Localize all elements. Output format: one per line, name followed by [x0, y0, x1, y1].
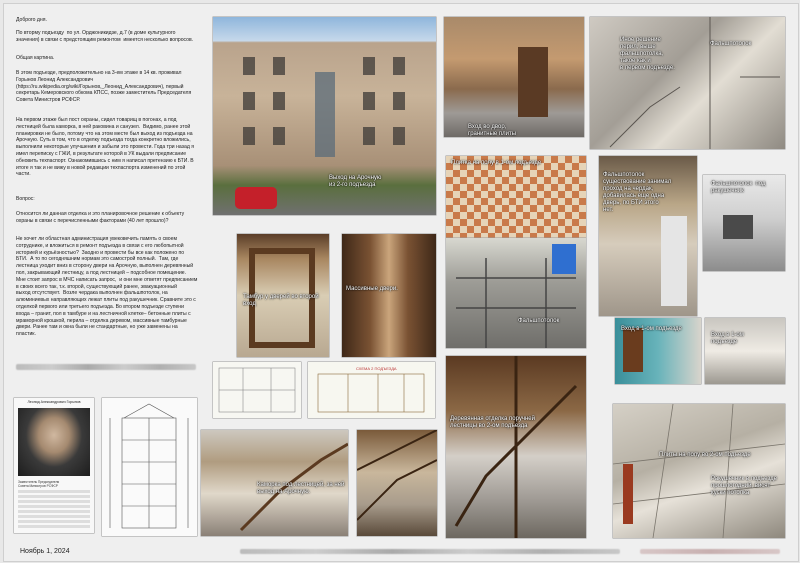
overview-title: Общая картина.: [16, 55, 55, 61]
intro-paragraph: По вторму подъезду по ул. Орджоникидзе, д.7 (в доме культурного значения) в связи с предстоящим ремонтом имеется несколько вопросов.: [16, 30, 194, 43]
footer-redacted-right: [640, 549, 780, 554]
portrait-caption: Заместитель Председателя Совета Министров РСФСР: [18, 480, 60, 488]
attic-door: [661, 216, 687, 306]
caption-entrance1-a: Вход в 1-ом подъезде: [621, 326, 682, 332]
caption-false-ceiling-top: Фальшпотолок: [710, 41, 752, 47]
stair-scheme-drawing: [308, 362, 435, 418]
entrance-one-photo-a: [615, 318, 701, 384]
entrance-one-photo-b: [705, 318, 785, 384]
false-ceiling-frame-photo: [703, 175, 785, 271]
caption-wood-rails: Деревянная отделка поручней лестницы во 2-ом подъезда: [450, 416, 535, 429]
portrait-card: [14, 398, 94, 533]
massive-doors-photo: [342, 234, 436, 357]
footer-redacted: [240, 549, 620, 554]
greeting-text: Доброго дня.: [16, 17, 47, 23]
false-ceiling-photo: [446, 238, 586, 348]
portrait-details: [18, 490, 90, 530]
question-title: Вопрос:: [16, 196, 35, 202]
attic-photo: [599, 156, 697, 316]
question-paragraph: Относится ли данная отделка и это планировочное решение к объекту охраны в связи с перечисленными факторами (40 лет прошло)?: [16, 211, 185, 224]
redacted-line: [16, 364, 196, 370]
caption-vestibule: Тамбур у дверей во второй вход: [243, 294, 321, 307]
vestibule-photo: [237, 234, 329, 357]
caption-facade: Выход на Арочную из 2-го подъезда: [329, 175, 382, 188]
portrait-name: Леонид Александрович Горынов: [27, 400, 81, 404]
tile-floor-photo: [446, 156, 586, 238]
ceiling-grid: [723, 215, 753, 239]
caption-false-ceiling-under: Фальшпотолок под ракушечник: [711, 181, 766, 194]
floor-plates-photo: [613, 404, 785, 538]
building-section-drawing: [102, 398, 197, 536]
caption-rails: Иное решение перил, выше фальшпотолка, такое как и в первом подъезде.: [620, 37, 675, 71]
caption-tile: Плитка на полу в 1-ом подъезде: [451, 160, 542, 166]
entrance-one-door: [623, 328, 643, 372]
overview-paragraph: В этом подъезде, предположительно на 3-ем этаже в 14 кв. проживал Горынов Леонид Александрович (https://ru.wikipedia.org/wiki/Горынов,_Леонид_Александрович), первый секретарь Кемеровского обкома КПСС, позже заместитель Председателя Совета Министров РСФСР.: [16, 70, 192, 104]
rails-photo: [590, 17, 785, 149]
yard-door: [518, 47, 548, 117]
closet-photo: [201, 430, 348, 536]
caption-floor-tile: Плиты на полу во 2-ом подъезде: [659, 452, 751, 458]
wood-rails-photo: [446, 356, 586, 538]
stairwell-photo: [357, 430, 437, 536]
portrait-photo: [18, 408, 90, 476]
plan-label: СХЕМА 2 ПОДЪЕЗДА: [356, 366, 397, 371]
history-paragraph: На первом этаже был пост охраны, сидел товарищ в погонах, а под лестницей была каморка, в ней раковина и санузел. Видимо, ранее этой планировки не было, потому что на этом месте был выход из подъезда на Арочную. Суть в том, что в отделку подъезда тогда конкретно вложились, выполнили некоторые улучшения и забыли это провести. Года три назад я имел переписку с ГЖИ, в результате которой в УК выдали предписание обновить техпаспорт. Ознакомившись с ним я написал претензию к БТИ. В итоге я так и не вижу в новой редакции техпаспорта изменений по этой части.: [16, 117, 194, 178]
caption-yard: Вход во двор, гранитные плиты: [468, 124, 517, 137]
floor-plan-drawing: [213, 362, 301, 418]
caption-ceiling-falls: Ракушечник в подъезде прошлогодний, висят куски потолка: [711, 476, 777, 496]
request-paragraph: Не хочет ли областная администрация увековечить память о своем сотруднике, и вложиться в ремонт подъезда в связи с его любопытной историей и курьёзностью? Заодно и провести бы все как положено по БТИ. А то по сегодняшним нормам это самострой полный. Там, где лестница уходит вниз в сторону двери на Арочную, выполнен деревянный пол, закрывающий лестницу, а под лестницей – подсобное помещение. Мне стоит запрос в МЧС написать запрос, и они мне ответят предписанием в своих всего так, т.к. второй, существующий ранее, эвакуационный выход отсутствует. Возле чердака выполнен фальшпотолок, на алюминиевых направляющих лежат плиты под ракушечник. Сравните это с отделкой первого или третьего подъезда. Во втором подъезде ступени входа – гранит, пол в тамбуре и на лестничной клетке– бетонные плиты с мраморной крошкой, перила – отделка деревом, массивные тамбурные двери. Ранее там и окна были не стандартные, но уже заменены на пластик.: [16, 236, 198, 338]
yard-entrance-photo: [444, 17, 584, 137]
facade-photo: [213, 17, 436, 215]
caption-false-ceiling: Фальшпотолок: [518, 318, 560, 324]
footer-date: Ноябрь 1, 2024: [20, 548, 70, 555]
caption-attic: Фальшпотолок существование занимал проход на чердак, добавилась еще одна дверь, по БТИ этого нет.: [603, 172, 672, 213]
caption-closet: Каморка под лестницей, за ней выход на Арочную.: [257, 482, 345, 495]
caption-entrance1-b: Вход в 1-ом подъезде: [711, 332, 744, 345]
caption-doors: Массивные двери.: [346, 286, 398, 292]
